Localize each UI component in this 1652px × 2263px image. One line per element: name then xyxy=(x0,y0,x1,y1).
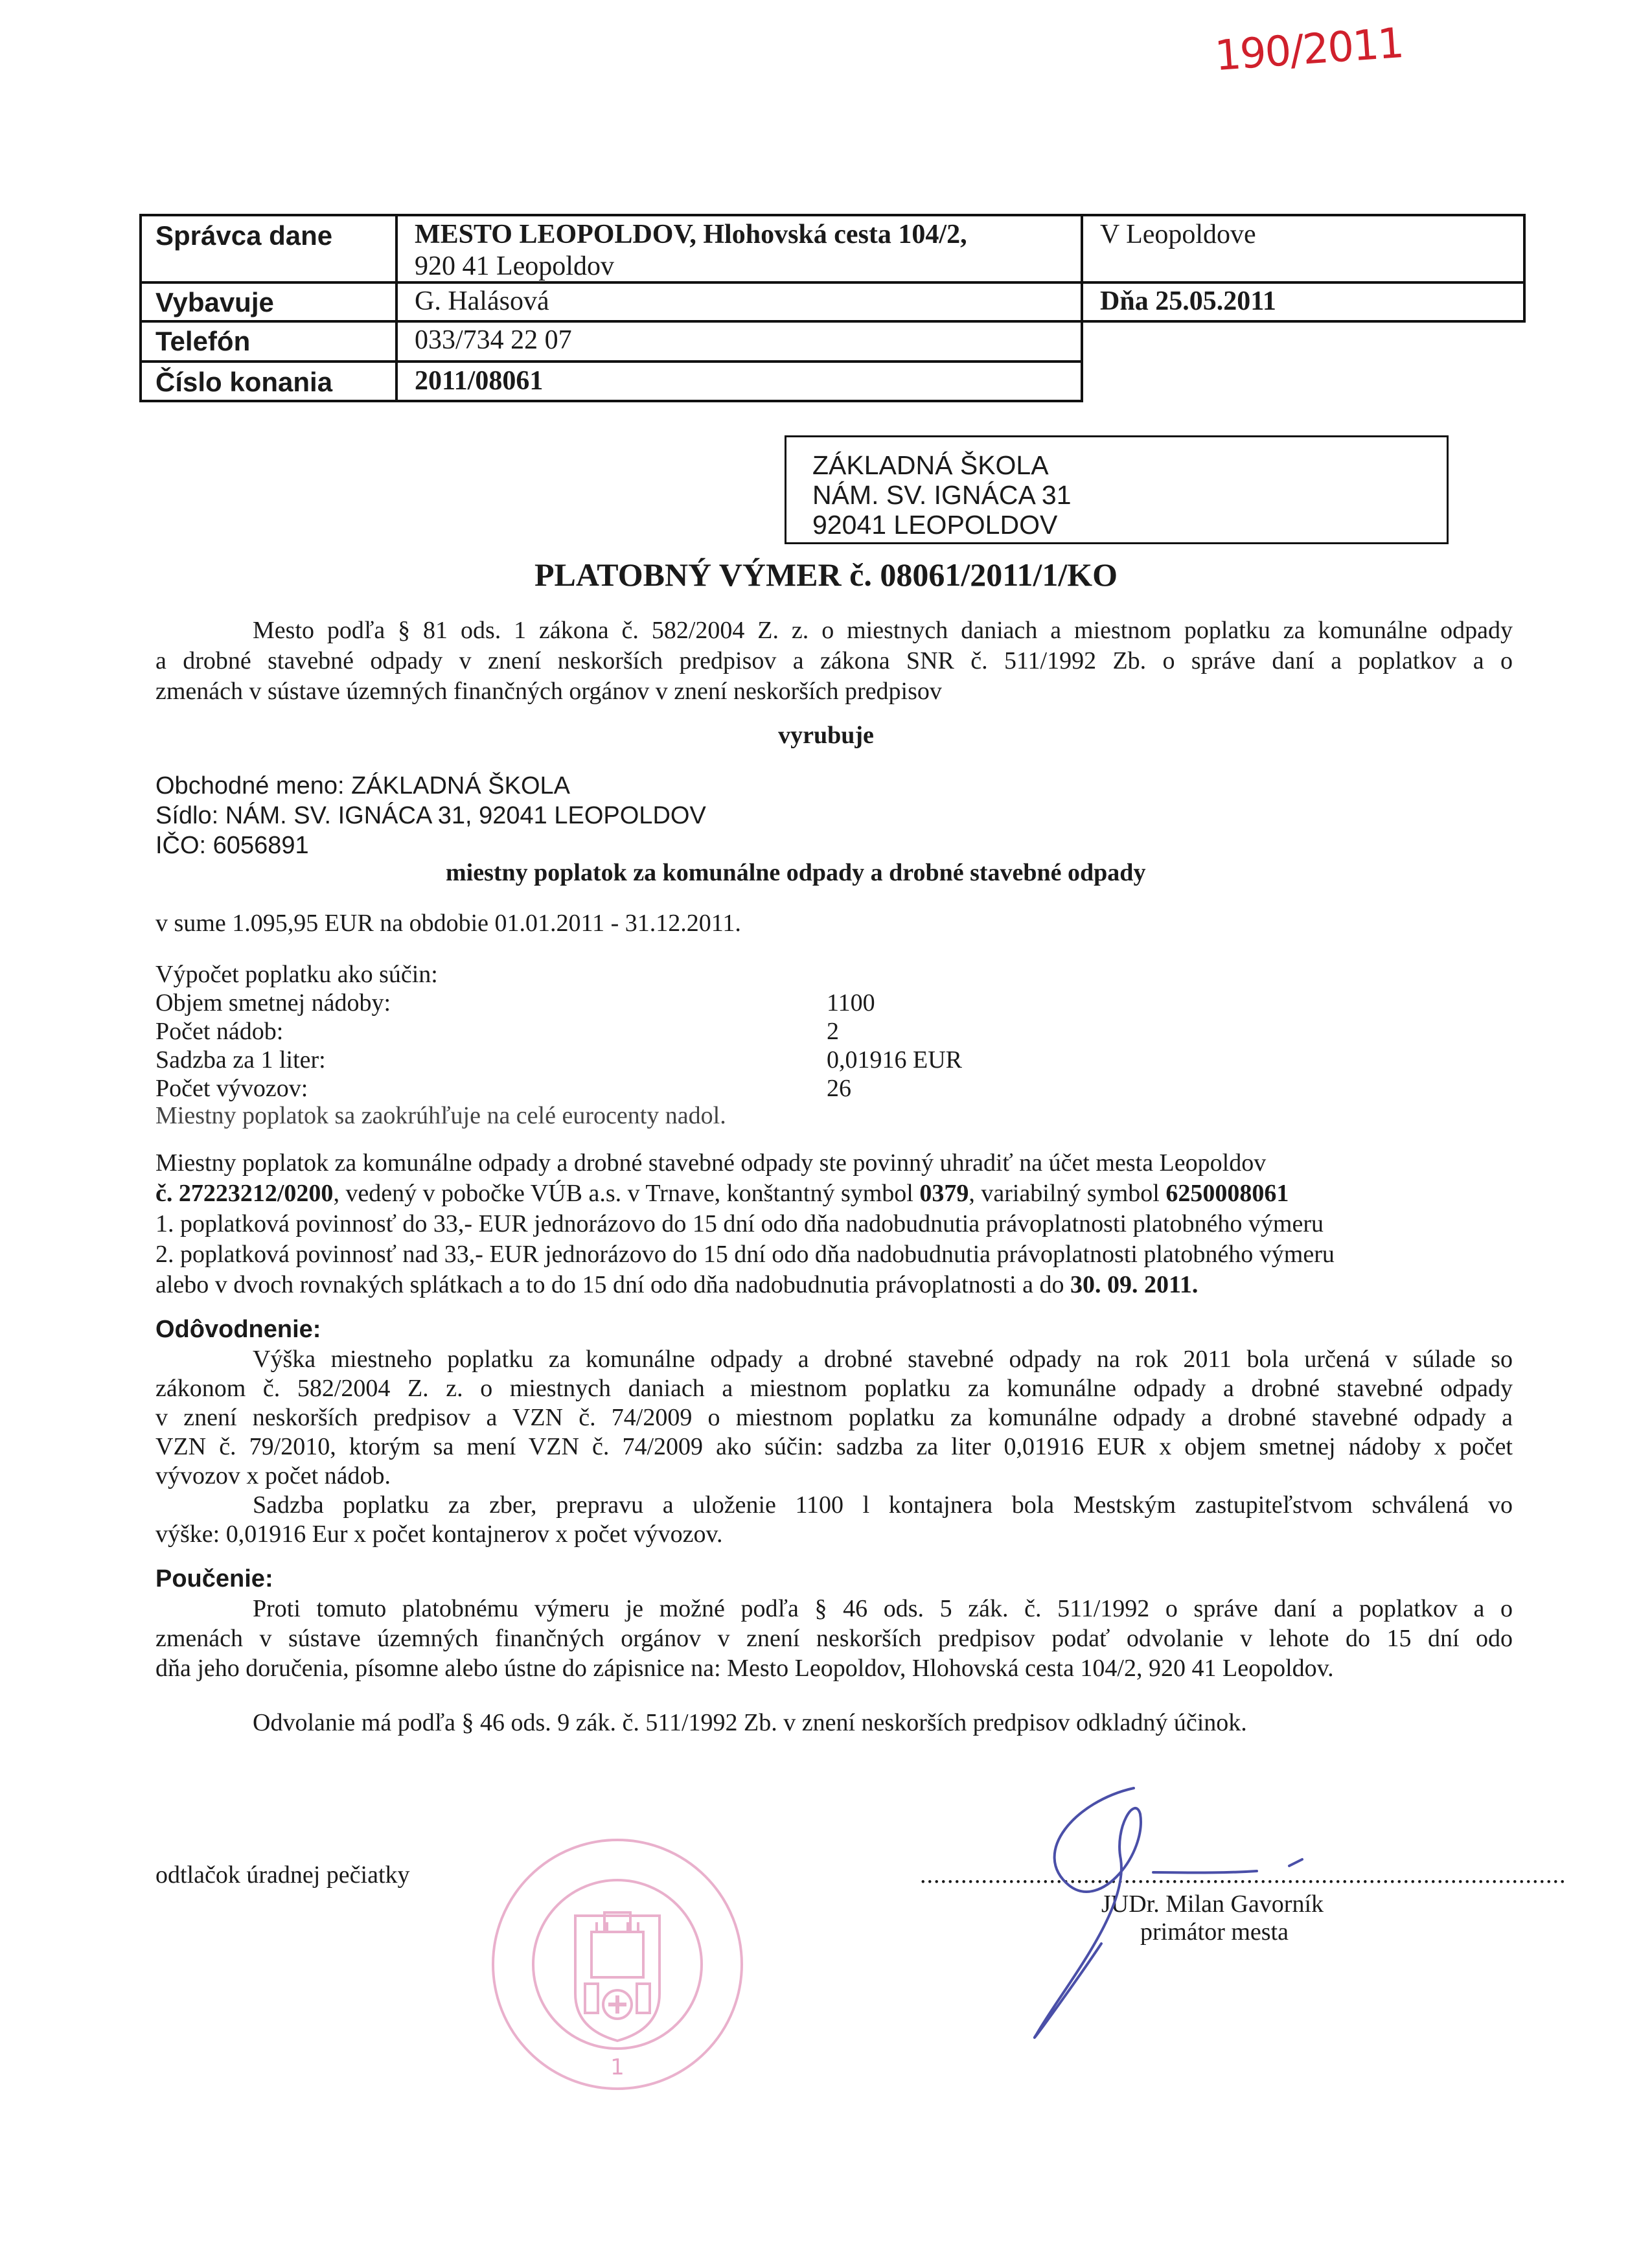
instruction-heading: Poučenie: xyxy=(155,1565,273,1592)
recipient-line2: NÁM. SV. IGNÁCA 31 xyxy=(812,480,1072,510)
reasoning-line: VZN č. 79/2010, ktorým sa mení VZN č. 74/2009 ako súčin: sadzba za liter 0,01916 EUR x objem smetnej nádoby x počet xyxy=(155,1433,1513,1460)
signer-name: JUDr. Milan Gavorník xyxy=(1101,1890,1324,1918)
sum-line: v sume 1.095,95 EUR na obdobie 01.01.2011 - 31.12.2011. xyxy=(155,910,741,937)
appeal-note: Odvolanie má podľa § 46 ods. 9 zák. č. 511/1992 Zb. v znení neskorších predpisov odkladný účinok. xyxy=(253,1709,1247,1736)
instruction-line: dňa jeho doručenia, písomne alebo ústne do zápisnice na: Mesto Leopoldov, Hlohovská cesta 104/2, 920 41 Leopoldov. xyxy=(155,1655,1334,1682)
header-row-divider xyxy=(139,320,1083,323)
payment-line1: Miestny poplatok za komunálne odpady a drobné stavebné odpady ste povinný uhradiť na účet mesta Leopoldov xyxy=(155,1149,1267,1177)
calc-row-value: 26 xyxy=(827,1075,851,1102)
payment-line5 xyxy=(155,1270,1198,1300)
instruction-line: zmenách v sústave územných finančných orgánov v znení neskorších predpisov podať odvolanie v lehote do 15 dní odo xyxy=(155,1625,1513,1652)
calc-row-label: Sadzba za 1 liter: xyxy=(155,1046,326,1074)
place: V Leopoldove xyxy=(1100,220,1256,249)
vybavuje-label: Vybavuje xyxy=(155,287,274,317)
calc-row-label: Počet nádob: xyxy=(155,1018,284,1045)
payment-line4: 2. poplatková povinnosť nad 33,- EUR jednorázovo do 15 dní odo dňa nadobudnutia právoplatnosti platobného výmeru xyxy=(155,1241,1335,1268)
telefon-label: Telefón xyxy=(155,326,251,356)
stamp-number: 1 xyxy=(610,2054,625,2080)
official-stamp xyxy=(488,1835,747,2094)
document-title: PLATOBNÝ VÝMER č. 08061/2011/1/KO xyxy=(534,557,1118,593)
reasoning-line: výške: 0,01916 Eur x počet kontajnerov x počet vývozov. xyxy=(155,1521,723,1548)
stamp-label: odtlačok úradnej pečiatky xyxy=(155,1861,410,1889)
calc-row-value: 1100 xyxy=(827,989,875,1017)
intro-line2: a drobné stavebné odpady v znení neskorších predpisov a zákona SNR č. 511/1992 Zb. o správe daní a poplatkov a o xyxy=(155,647,1513,674)
fee-title: miestny poplatok za komunálne odpady a drobné stavebné odpady xyxy=(446,859,1146,886)
variable-symbol: 6250008061 xyxy=(1165,1180,1289,1207)
recipient-line1: ZÁKLADNÁ ŠKOLA xyxy=(812,450,1049,480)
reasoning-line: zákonom č. 582/2004 Z. z. o miestnych daniach a miestnom poplatku za komunálne odpady a drobné stavebné odpady xyxy=(155,1375,1513,1402)
header-row-divider xyxy=(139,360,1083,363)
vyrubuje-heading: vyrubuje xyxy=(778,722,874,749)
handwritten-reference: 190/2011 xyxy=(1213,19,1405,81)
constant-symbol: 0379 xyxy=(919,1180,969,1207)
vybavuje-value: G. Halásová xyxy=(415,286,549,316)
account-number: č. 27223212/0200 xyxy=(155,1180,334,1207)
telefon-value: 033/734 22 07 xyxy=(415,325,572,355)
calc-row-label: Objem smetnej nádoby: xyxy=(155,989,391,1017)
header-col-divider-right xyxy=(1081,214,1083,323)
reasoning-line: vývozov x počet nádob. xyxy=(155,1462,391,1489)
recipient-line3: 92041 LEOPOLDOV xyxy=(812,510,1058,540)
date: Dňa 25.05.2011 xyxy=(1100,286,1276,316)
calc-row-value: 0,01916 EUR xyxy=(827,1046,962,1074)
reasoning-line: Sadzba poplatku za zber, prepravu a uloženie 1100 l kontajnera bola Mestským zastupiteľstvom schválená vo xyxy=(253,1491,1513,1519)
header-col-divider xyxy=(395,214,398,402)
payment-line2 xyxy=(155,1178,1289,1209)
signature xyxy=(985,1775,1373,2060)
reasoning-line: v znení neskorších predpisov a VZN č. 74/2009 o miestnom poplatku za komunálne odpady a drobné stavebné odpady a xyxy=(155,1404,1513,1431)
reasoning-line: Výška miestneho poplatku za komunálne odpady a drobné stavebné odpady na rok 2011 bola určená v súlade so xyxy=(253,1346,1513,1373)
company-seat: Sídlo: NÁM. SV. IGNÁCA 31, 92041 LEOPOLDOV xyxy=(155,802,706,829)
instruction-line: Proti tomuto platobnému výmeru je možné podľa § 46 ods. 5 zák. č. 511/1992 o správe daní a poplatkov a o xyxy=(253,1595,1513,1622)
konanie-label: Číslo konania xyxy=(155,367,333,397)
company-name: Obchodné meno: ZÁKLADNÁ ŠKOLA xyxy=(155,772,570,799)
spravca-label: Správca dane xyxy=(155,220,333,251)
calc-row-label: Počet vývozov: xyxy=(155,1075,308,1102)
payment-text: , vedený v pobočke VÚB a.s. v Trnave, konštantný symbol xyxy=(333,1180,920,1207)
payment-text: , variabilný symbol xyxy=(969,1180,1166,1207)
company-ico: IČO: 6056891 xyxy=(155,832,309,859)
payment-text: alebo v dvoch rovnakých splátkach a to do 15 dní odo dňa nadobudnutia právoplatnosti a do xyxy=(155,1271,1071,1298)
payment-deadline: 30. 09. 2011. xyxy=(1070,1271,1199,1298)
intro-line1: Mesto podľa § 81 ods. 1 zákona č. 582/2004 Z. z. o miestnych daniach a miestnom poplatku za komunálne odpady xyxy=(253,617,1513,644)
calc-rounding-note: Miestny poplatok sa zaokrúhľuje na celé eurocenty nadol. xyxy=(155,1102,726,1129)
header-row-divider xyxy=(139,281,1526,284)
spravca-value-line2: 920 41 Leopoldov xyxy=(415,251,614,281)
spravca-value-line1: MESTO LEOPOLDOV, Hlohovská cesta 104/2, xyxy=(415,220,967,249)
konanie-value: 2011/08061 xyxy=(415,366,544,396)
calc-heading: Výpočet poplatku ako súčin: xyxy=(155,961,438,988)
calc-row-value: 2 xyxy=(827,1018,839,1045)
payment-line3: 1. poplatková povinnosť do 33,- EUR jednorázovo do 15 dní odo dňa nadobudnutia právoplatnosti platobného výmeru xyxy=(155,1210,1324,1237)
signature-dots: ............................................................................................... xyxy=(920,1861,1566,1889)
intro-line3: zmenách v sústave územných finančných orgánov v znení neskorších predpisov xyxy=(155,678,942,705)
recipient-address xyxy=(785,435,1449,544)
signer-role: primátor mesta xyxy=(1140,1918,1289,1946)
reasoning-heading: Odôvodnenie: xyxy=(155,1316,321,1343)
